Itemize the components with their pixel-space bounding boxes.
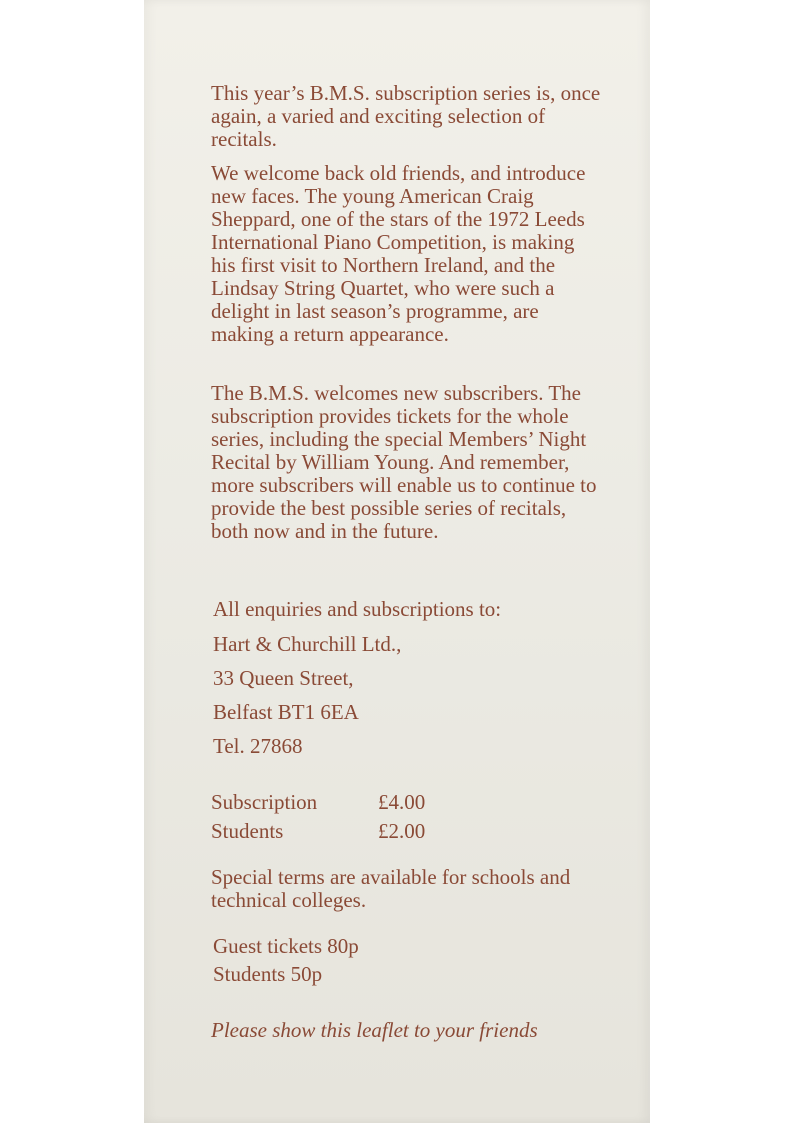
leaflet-page [144,0,650,1123]
intro-paragraph: This year’s B.M.S. subscription series is, once again, a varied and exciting selection of recitals. [211,81,601,151]
closing-line: Please show this leaflet to your friends [211,1018,538,1042]
price-row [211,791,425,814]
welcome-paragraph: We welcome back old friends, and introduce new faces. The young American Craig Sheppard, one of the stars of the 1972 Leeds International Piano Competition, is making his first visit to Northern Ireland, and the Lindsay String Quartet, who were such a delight in last season’s programme, are making a return appearance. [211,161,586,346]
city-postcode: Belfast BT1 6EA [213,700,359,724]
company-name: Hart & Churchill Ltd., [213,632,402,656]
price-amount: £2.00 [378,819,426,843]
price-label: Students [211,819,284,843]
guest-tickets: Guest tickets 80p [213,934,359,958]
price-label: Subscription [211,790,318,814]
subscribers-paragraph: The B.M.S. welcomes new subscribers. The subscription provides tickets for the whole series, including the special Members’ Night Recital by William Young. And remember, more subscribers will enable us to continue to provide the best possible series of recitals, both now and in the future. [211,381,597,543]
street-address: 33 Queen Street, [213,666,354,690]
enquiries-heading: All enquiries and subscriptions to: [213,597,502,621]
price-amount: £4.00 [378,790,426,814]
guest-students: Students 50p [213,962,323,986]
telephone: Tel. 27868 [213,734,303,758]
price-row [211,820,425,843]
special-terms: Special terms are available for schools and technical colleges. [211,865,571,912]
